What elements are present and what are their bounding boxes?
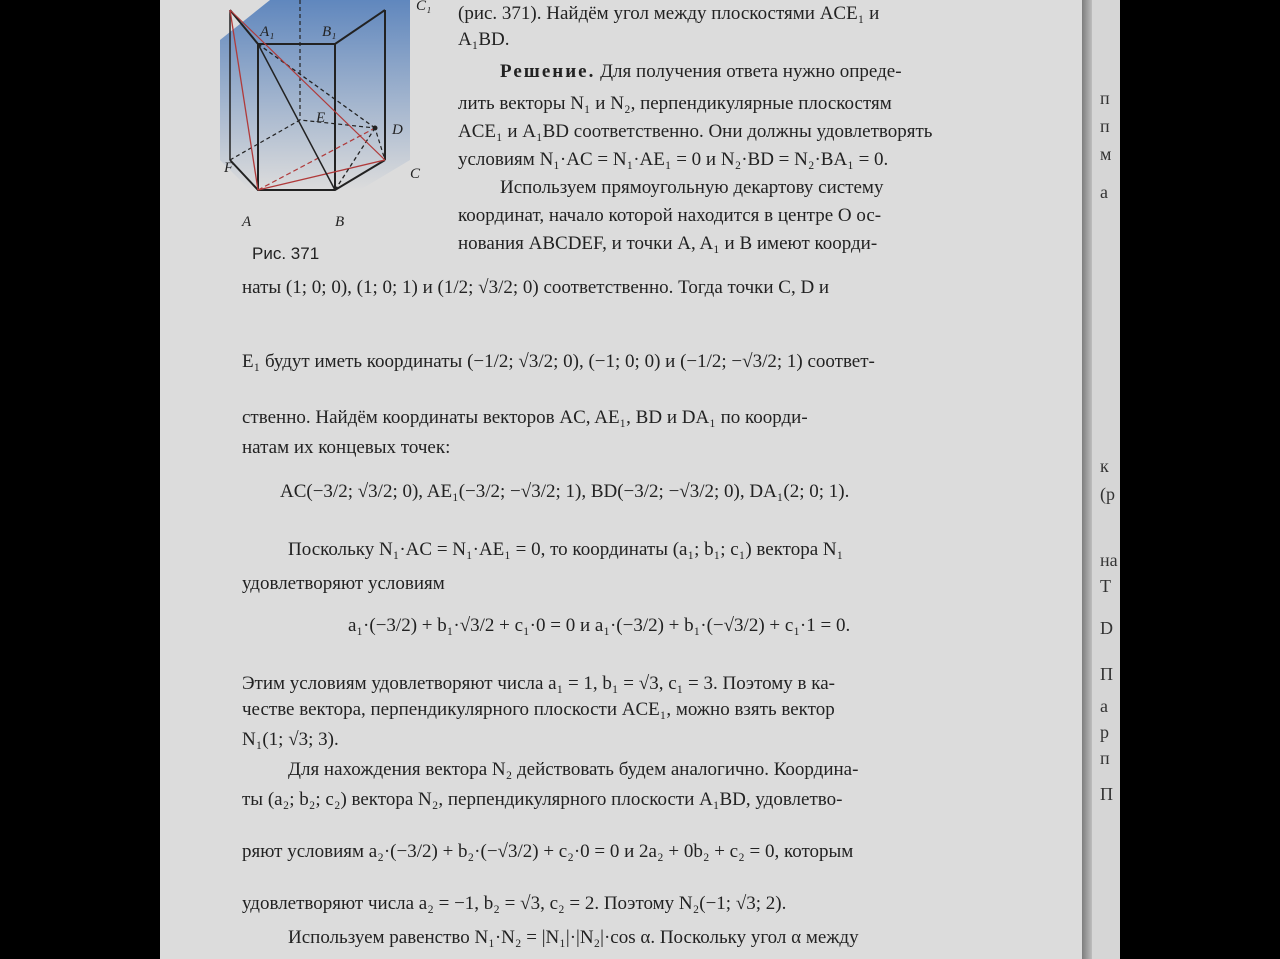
figure-caption: Рис. 371 <box>252 244 320 263</box>
text-line-22: ты (a₂; b₂; c₂) вектора N₂, перпендикулярного плоскости A₁BD, удовлетво- <box>242 789 843 810</box>
text-line-10: наты (1; 0; 0), (1; 0; 1) и (1/2; √3/2; 0) соответственно. Тогда точки C, D и <box>242 277 830 298</box>
next-page-fragment: п <box>1100 88 1110 108</box>
label-c1: C₁ <box>416 0 432 14</box>
equation-line-2: ряют условиям a₂·(−3/2) + b₂·(−√3/2) + c₂·0 = 0 и 2a₂ + 0b₂ + c₂ = 0, которым <box>242 841 854 862</box>
next-page-fragment: Т <box>1100 576 1111 596</box>
text-line-5: ACE₁ и A₁BD соответственно. Они должны удовлетворять <box>458 121 933 142</box>
solution-heading: Решение. <box>500 61 596 82</box>
next-page-fragment: а <box>1100 696 1108 716</box>
next-page-fragment: (р <box>1100 484 1115 504</box>
next-page-fragment: а <box>1100 182 1108 202</box>
equation-line-1: a₁·(−3/2) + b₁·√3/2 + c₁·0 = 0 и a₁·(−3/2) + b₁·(−√3/2) + c₁·1 = 0. <box>348 615 851 636</box>
text-line-13: натам их концевых точек: <box>242 437 451 458</box>
text-line-15: Поскольку N₁·AC = N₁·AE₁ = 0, то координаты (a₁; b₁; c₁) вектора N₁ <box>288 539 844 560</box>
next-page-edge <box>1092 0 1120 959</box>
prism-figure <box>210 0 450 240</box>
text-line-19: честве вектора, перпендикулярного плоскости ACE₁, можно взять вектор <box>242 699 835 720</box>
text-line-25: Используем равенство N₁·N₂ = |N₁|·|N₂|·cos α. Поскольку угол α между <box>288 927 859 948</box>
textbook-page <box>160 0 1082 959</box>
next-page-fragment: П <box>1100 784 1113 804</box>
solution-line <box>500 60 902 84</box>
next-page-fragment: на <box>1100 550 1118 570</box>
text-line-7: Используем прямоугольную декартову систему <box>500 177 884 198</box>
label-b1: B₁ <box>322 24 337 40</box>
next-page-fragment: П <box>1100 664 1113 684</box>
next-page-fragment: D <box>1100 618 1113 638</box>
text-line-21: Для нахождения вектора N₂ действовать будем аналогично. Координа- <box>288 759 859 780</box>
label-d: D <box>392 122 403 138</box>
text-line-4: лить векторы N₁ и N₂, перпендикулярные плоскостям <box>458 93 892 114</box>
next-page-fragment: р <box>1100 722 1109 742</box>
text-line-2: A₁BD. <box>458 29 510 50</box>
text-line-6: условиям N₁·AC = N₁·AE₁ = 0 и N₂·BD = N₂·BA₁ = 0. <box>458 149 889 170</box>
text-line-16: удовлетворяют условиям <box>242 573 445 594</box>
text-line-12: ственно. Найдём координаты векторов AC, AE₁, BD и DA₁ по коорди- <box>242 407 808 428</box>
next-page-fragment: п <box>1100 116 1110 136</box>
next-page-fragment: м <box>1100 144 1112 164</box>
next-page-fragment: к <box>1100 456 1109 476</box>
text-line-8: координат, начало которой находится в центре O ос- <box>458 205 882 226</box>
text-line-9: нования ABCDEF, и точки A, A₁ и B имеют коорди- <box>458 233 878 254</box>
solution-text: Для получения ответа нужно опреде- <box>600 61 902 82</box>
text-line-20: N₁(1; √3; 3). <box>242 729 339 750</box>
label-a: A <box>242 214 252 230</box>
label-e: E <box>316 110 326 126</box>
label-b: B <box>335 214 345 230</box>
text-line-1: (рис. 371). Найдём угол между плоскостями ACE₁ и <box>458 3 880 24</box>
text-line-11: E₁ будут иметь координаты (−1/2; √3/2; 0), (−1; 0; 0) и (−1/2; −√3/2; 1) соответ- <box>242 351 875 372</box>
label-f: F <box>224 160 234 176</box>
label-a1: A₁ <box>260 24 275 40</box>
text-line-24: удовлетворяют числа a₂ = −1, b₂ = √3, c₂ = 2. Поэтому N₂(−1; √3; 2). <box>242 893 787 914</box>
vector-coordinates-line: AC(−3/2; √3/2; 0), AE₁(−3/2; −√3/2; 1), BD(−3/2; −√3/2; 0), DA₁(2; 0; 1). <box>280 481 850 502</box>
text-line-18: Этим условиям удовлетворяют числа a₁ = 1, b₁ = √3, c₁ = 3. Поэтому в ка- <box>242 673 835 694</box>
label-c: C <box>410 166 421 182</box>
next-page-fragment: п <box>1100 748 1110 768</box>
book-spine <box>1082 0 1092 959</box>
